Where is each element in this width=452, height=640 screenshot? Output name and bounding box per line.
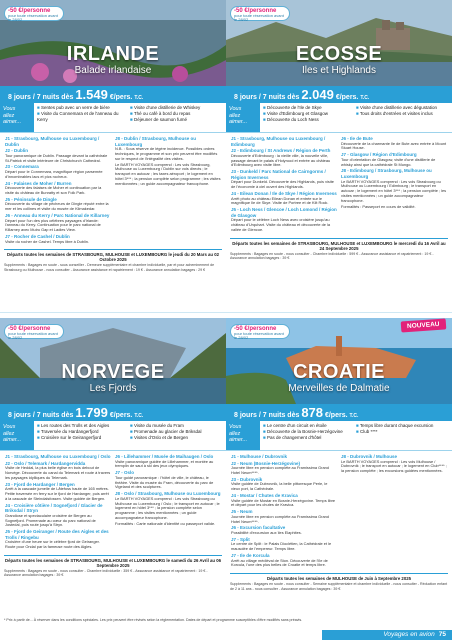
price-bar: 8 jours / 7 nuits dès 1.799 €/pers. T.C. [0, 404, 226, 421]
departures: Départs toutes les semaines de STRASBOURG, MULHOUSE et LUXEMBOURG le jeudi du 20 Mars au 02 Octobre 2025 [4, 249, 222, 262]
supplements: Supplements : Bagages en soute - sous conseiller - Demeure supplémentaire et chambre individuelle, par et pour acheminement de Strasbourg ou Mulhouse - nous consulter - Assurance assistance et rapatriement : 19 € - Assurance annulation bagages : 29 € [4, 263, 215, 272]
discount-badge: -50 €/personne pour toute réservation avant le 28/02 [4, 6, 64, 21]
hero-image [0, 0, 226, 86]
destination-title: ECOSSE [295, 43, 383, 65]
page-number: 75 [438, 631, 446, 638]
price-bar: 8 jours / 7 nuits dès 2.049 €/pers. T.C. [226, 86, 452, 103]
nouveau-badge: NOUVEAU [401, 318, 446, 332]
discount-badge: -50 €/personne pour toute réservation avant le 28/02 [230, 324, 290, 339]
vous-allez-aimer: Vous allez aimer... [226, 421, 260, 450]
itinerary: J1 - Strasbourg, Mulhouse ou Luxembourg / Oslo J2 - Oslo / Telemark / Hardangervidda Visite de Heddal, la plus belle église en bois debout de Norvège. Découverte du canal du Telemark et route à travers les paysages idylliques du Telemark. J3 - Fjord de Hardanger / Bergen Arrêt à la cascade jumelle de Låtefoss haute de 165 mètres. Petite traversée en ferry sur le fjord de Hardanger, puis arrêt à la cascade de Steindalsfossen. Visite guidée de Bergen. J4 - Croisière côtière / Sognefjord / Glacier de Briksdal / Stryn Grandiose et spectaculaire croisière de Bergen au Sognefjord. Promenade au cœur du parc national de Jostedal, puis route jusqu'à Stryn. J5 - Fjord de Geiranger / Route des Aigles et des Trolls / Ringebu Croisière d'une heure sur le célèbre fjord de Geiranger. Route pour Ondal par la fameuse route des Aigles. J6 - Lillehammer / Musée de Maihaugen / Oslo Visite panoramique guidée de Lillehammer, et montée au tremplin de saut à ski des jeux olympiques. J7 - Oslo Tour guidé panoramique : l'hôtel de ville, le château, le théâtre. Visite du musée du Fram, découverte du parc de Vigeland et des sculptures. J8 - Oslo / Strasbourg, Mulhouse ou Luxembourg Le BARTH VOYAGES comprend : Les vols Strasbourg ou Mulhouse ou Luxembourg / Oslo ; le transport en autocar ; le logement en hôtel 3*** ; la pension complète selon programme ; les visites mentionnées ; un guide accompagnateur francophone. Formalités : Carte nationale d'identité ou passeport valide. [5, 454, 221, 550]
discount-badge: -50 €/personne pour toute réservation avant le 28/02 [230, 6, 290, 21]
destination-subtitle: Les Fjords [89, 383, 137, 394]
trip-irlande [0, 0, 226, 308]
vous-allez-aimer: Vous allez aimer... [226, 103, 260, 132]
footnote: * Prix à partir de... À réserver dans les conditions spéciales. Les prix peuvent être révisés selon la réglementation. Dates de départ et programme susceptibles d'être modifiés sans préavis. [4, 618, 303, 622]
page-footer [0, 616, 452, 640]
departures: Départs toutes les semaines de MULHOUSE de Juin à Septembre 2025 [230, 573, 448, 581]
highlights: Vous allez aimer... ■ Découverte de l'Ile de Skye ■ Visite d'Edimbourg et Glasgow ■ Découverte du Loch Ness ■ Visite d'une distillerie avec dégustation ■ Tous droits d'entrées et visites inclus [226, 103, 452, 133]
hero-image [0, 318, 226, 404]
destination-subtitle: Iles et Highlands [302, 65, 376, 76]
hero-image [226, 318, 452, 404]
trip-croatie [226, 318, 452, 614]
destination-subtitle: Balade irlandaise [74, 65, 152, 76]
vous-allez-aimer: Vous allez aimer... [0, 103, 34, 132]
departures: Départs toutes les semaines de STRASBOURG, MULHOUSE et LUXEMBOURG le mercredi du 16 Avril au 24 Septembre 2025 [230, 238, 448, 251]
section-label: Voyages en avion 75 [322, 630, 452, 640]
departures: Départs toutes les semaines de STRASBOURG, MULHOUSE et LUXEMBOURG le samedi du 26 Avril au 06 Septembre 2025 [4, 555, 222, 568]
hero-image [226, 0, 452, 86]
destination-title: CROATIE [292, 361, 385, 383]
trip-ecosse [226, 0, 452, 308]
price-bar: 8 jours / 7 nuits dès 1.549 €/pers. T.C. [0, 86, 226, 103]
destination-title: NORVEGE [61, 361, 165, 383]
itinerary: J1 - Strasbourg, Mulhouse ou Luxembourg / Edimbourg J2 - Edimbourg / St Andrews / Région de Perth Découverte d'Edimbourg : la vieille ville, la nouvelle ville, passage devant le palais d'Holyrood et entrée au château d'Edimbourg avec visite libre. J3 - Dunkeld / Parc National de Cairngorms / Région Inverness Départ pour Dunkeld. Découverte des Highlands, puis visite de l'économie à ciel ouvert des Highlands. J4 - Eilean Donan / Ile de Skye / Région Inverness Arrêt photo au château Eilean Donan et entrée sur le magnifique Ile de Skye. Visite de Portree et de Kilt Rock. J5 - Loch Ness / Glencoe / Loch Lomond / Région de Glasgow Départ pour le célèbre Loch Ness avec croisière jusqu'au château d'Urquhart. Visite du château et découverte de la vallée de Glencoe. J6 - Ile de Bute Découverte de la charmante Ile de Bute avec entrée à Mount Stuart House. J7 - Glasgow / Région d'Edimbourg Tour d'orientation de Glasgow, visite d'une distillerie de whisky ainsi que la cathédrale St Mungo. J8 - Edimbourg / Strasbourg, Mulhouse ou Luxembourg Le BARTH VOYAGES comprend : Les vols Strasbourg ou Mulhouse ou Luxembourg / Edimbourg ; le transport en autocar ; le logement en hôtel 3*** ; la pension complète ; les visites mentionnées ; un guide accompagnateur francophone. Formalités : Passeport en cours de validité. [231, 136, 447, 232]
supplements: Supplements : Bagages en soute - nous consulter - Semaine supplémentaire et chambre individuelle - nous consulter - Réduction enfant de 2 à 11 ans - nous consulter - Assurance annulation bagages : 39 € [230, 582, 448, 591]
price-bar: 8 jours / 7 nuits dès 878 €/pers. T.C. [226, 404, 452, 421]
supplements: Supplements : Bagages en soute - nous consulter - Chambre individuelle : 359 € - Assurance assistance et rapatriement : 19 € - Assurance annulation bagages : 39 € [4, 568, 208, 578]
section-divider [0, 312, 452, 313]
highlights: Vous allez aimer... ■ Le centre d'un circuit en étoile ■ Découverte de la Bosnie-Herzégovine ■ Pas de changement d'hôtel ■ Temps libre durant chaque excursion ■ Club **** [226, 421, 452, 451]
trip-norvege [0, 318, 226, 614]
itinerary: J1 - Mulhouse / Dubrovnik J2 - Neum (Bosnie-Herzégovine) Journée libre en pension complète au Framissima Grand Hotel Neum****. J3 - Dubrovnik Visite guidée de Dubrovnik, la belle pittoresque Perle, le vieux port, la Cathédrale. J4 - Mostar / Chutes de Kravica Visite guidée de Mostar en Bosnie-Herzégovine. Temps libre et départ pour les chutes de Kravica. J5 - Neum Journée libre en pension complète au Framissima Grand Hotel Neum****. J6 - Excursion facultative Possibilité d'excursion aux îles Elaphites. J7 - Split Le centre de Split : le Palais Dioclétien, la Cathédrale et le mausolée de l'empereur. Temps libre. J7 - Ile de Korcula Arrêt au village médiéval de Ston. Découverte de l'île de Korcula, l'une des plus belles de Croatie et temps libre. J8 - Dubrovnik / Mulhouse Le BARTH VOYAGES comprend : Les vols Mulhouse / Dubrovnik ; le transport en autocar ; le logement en Club**** ; la pension complète ; les excursions guidées mentionnées. [231, 454, 447, 568]
discount-badge: -50 €/personne pour toute réservation avant le 28/02 [4, 324, 64, 339]
destination-title: IRLANDE [66, 43, 160, 65]
destination-subtitle: Merveilles de Dalmatie [288, 383, 390, 394]
itinerary: J1 - Strasbourg, Mulhouse ou Luxembourg / Dublin J2 - Dublin Tour panoramique de Dublin. Passage devant la cathédrale St-Patrick et visite intérieure de Christchurch Cathedral. J3 - Connemara Départ pour le Connemara, magnifique région parsemée d'innombrables lacs et pics rocheux. J4 - Falaises de Moher / Burren Découverte des falaises de Moher et continuation par la visite du château de Bunratty et son Folk Park. J5 - Péninsule de Dingle Découverte du village de pêcheurs de Dingle réputé entre la mer et les collines et visite du musée de Kilmakedar. J6 - Anneau du Kerry / Parc National de Killarney Départ pour l'un des plus célèbres paysages d'Irlande: l'anneau du Kerry. Continuation pour le parc national de Killarney avec Muiru Gap et Ladies View. J7 - Rocher de Cashel / Dublin Visite du rocher de Cashel. Temps libre à Dublin. J8 - Dublin / Strasbourg, Mulhouse ou Luxembourg N.B. : Sous réserve de légère incidence. Possibles ordres techniques, le programme et son prix peuvent être modifiés sur le respect de l'intégralité des visites. Le BARTH VOYAGES comprend : Les vols Strasbourg, Mulhouse ou Luxembourg / Dublin sur vols directs ; le transport en autocar ; les taxes aéroport ; le logement en hôtel 3*** ; la pension complète selon programme ; les visites mentionnées ; un guide accompagnateur francophone. [5, 136, 221, 244]
highlights: Vous allez aimer... ■ Les routes des Trolls et des Aigles ■ Traversée du Hardangerfjord ■ Croisière sur le Geirangerfjord ■ Visite du musée du Fram ■ Promenade au glacier de Briksdal ■ Visites d'Oslo et de Bergen [0, 421, 226, 451]
supplements: Supplements : Bagages en soute - nous consulter - Chambre individuelle : 599 € - Assurance assistance et rapatriement : 19 € - Assurance annulation bagages : 39 € [230, 251, 434, 261]
highlights: Vous allez aimer... ■ Sentes pub avec un verre de bière ■ Visite du Connemara et de l'anneau du Kerry ■ Visite d'une distillerie de Whiskey ■ Thé ou café à bord du repas ■ Déjeuner de saumon fumé [0, 103, 226, 133]
vous-allez-aimer: Vous allez aimer... [0, 421, 34, 450]
